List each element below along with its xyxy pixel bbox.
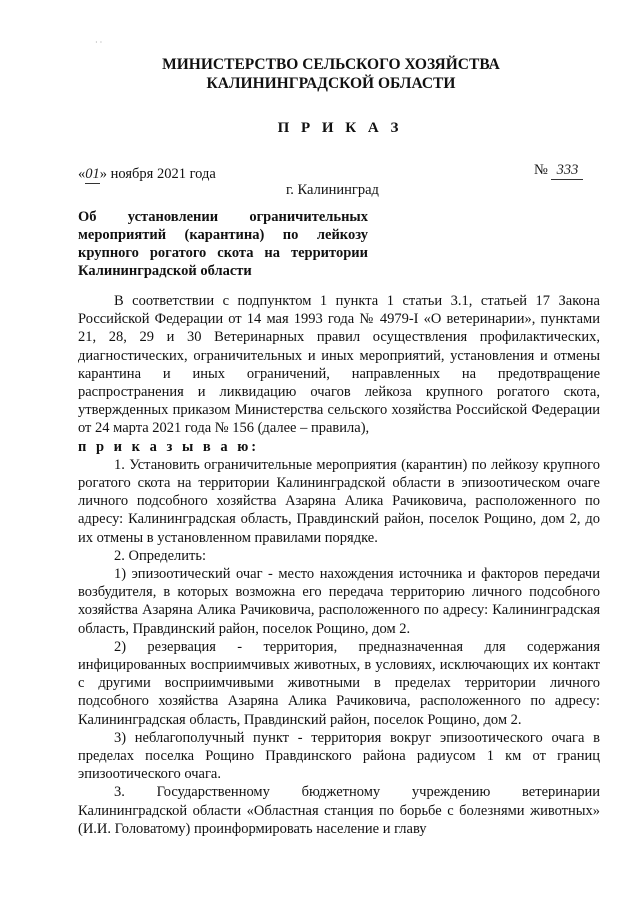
number-label: №	[534, 162, 548, 178]
paragraph-1: 1. Установить ограничительные мероприятия (карантин) по лейкозу крупного рогатого скота на территории Калининградской области в эпизоотическом очаге личного подсобного хозяйства Азаряна Алика Рачиковича, расположенного по адресу: Калининградская область, Правдинский район, поселок Рощино, дом 2, до их отмены в установленном правилами порядке.	[78, 456, 600, 546]
paragraph-2-1: 1) эпизоотический очаг - место нахождения источника и факторов передачи возбудителя, в которых возможна его передача территорию личного подсобного хозяйства Азаряна Алика Рачиковича, расположенного по адресу: Калининградская область, Правдинский район, поселок Рощино, дом 2.	[78, 566, 600, 637]
paragraph-2: 2. Определить:	[114, 547, 207, 564]
paragraph-2-3: 3) неблагополучный пункт - территория вокруг эпизоотического очага в пределах поселка Рощино Правдинского района радиусом 1 км от границ эпизоотического очага.	[78, 729, 600, 783]
ministry-header	[0, 55, 640, 93]
date-rest: » ноября 2021 года	[99, 166, 216, 182]
scan-mark: · ·	[95, 38, 103, 47]
city: г. Калининград	[286, 182, 379, 198]
ministry-line-1: МИНИСТЕРСТВО СЕЛЬСКОГО ХОЗЯЙСТВА	[162, 56, 500, 73]
date-open-quote: «	[78, 166, 86, 182]
number-value: 333	[551, 162, 583, 180]
order-body	[78, 292, 600, 838]
preamble: В соответствии с подпунктом 1 пункта 1 статьи 3.1, статьей 17 Закона Российской Федерации от 14 мая 1993 года № 4979-I «О ветеринарии», пунктами 21, 28, 29 и 30 Ветеринарных правил осуществления профилактических, диагностических, ограничительных и иных мероприятий, установления и отмены карантина и иных ограничений, направленных на предотвращение распространения и ликвидацию очагов лейкоза крупного рогатого скота, утвержденных приказом Министерства сельского хозяйства Российской Федерации от 24 марта 2021 года № 156 (далее – правила),	[78, 293, 600, 437]
order-date	[78, 166, 216, 184]
date-day: 01	[85, 166, 100, 182]
order-word: п р и к а з ы в а ю:	[78, 438, 260, 455]
order-subject: Об установлении ограничительных мероприятий (карантина) по лейкозу крупного рогатого скота на территории Калининградской области	[78, 209, 368, 279]
paragraph-3: 3. Государственному бюджетному учреждению ветеринарии Калининградской области «Областная станция по борьбе с болезнями животных» (И.И. Головатому) проинформировать население и главу	[78, 784, 600, 837]
document-type: П Р И К А З	[277, 120, 403, 136]
ministry-line-2: КАЛИНИНГРАДСКОЙ ОБЛАСТИ	[206, 75, 456, 92]
paragraph-2-2: 2) резервация - территория, предназначенная для содержания инфицированных восприимчивых животных, в условиях, исключающих их контакт с другими восприимчивыми животными в пределах территории личного подсобного хозяйства Азаряна Алика Рачиковича, расположенного по адресу: Калининградская область, Правдинский район, поселок Рощино, дом 2.	[78, 638, 600, 728]
order-number	[534, 162, 583, 180]
